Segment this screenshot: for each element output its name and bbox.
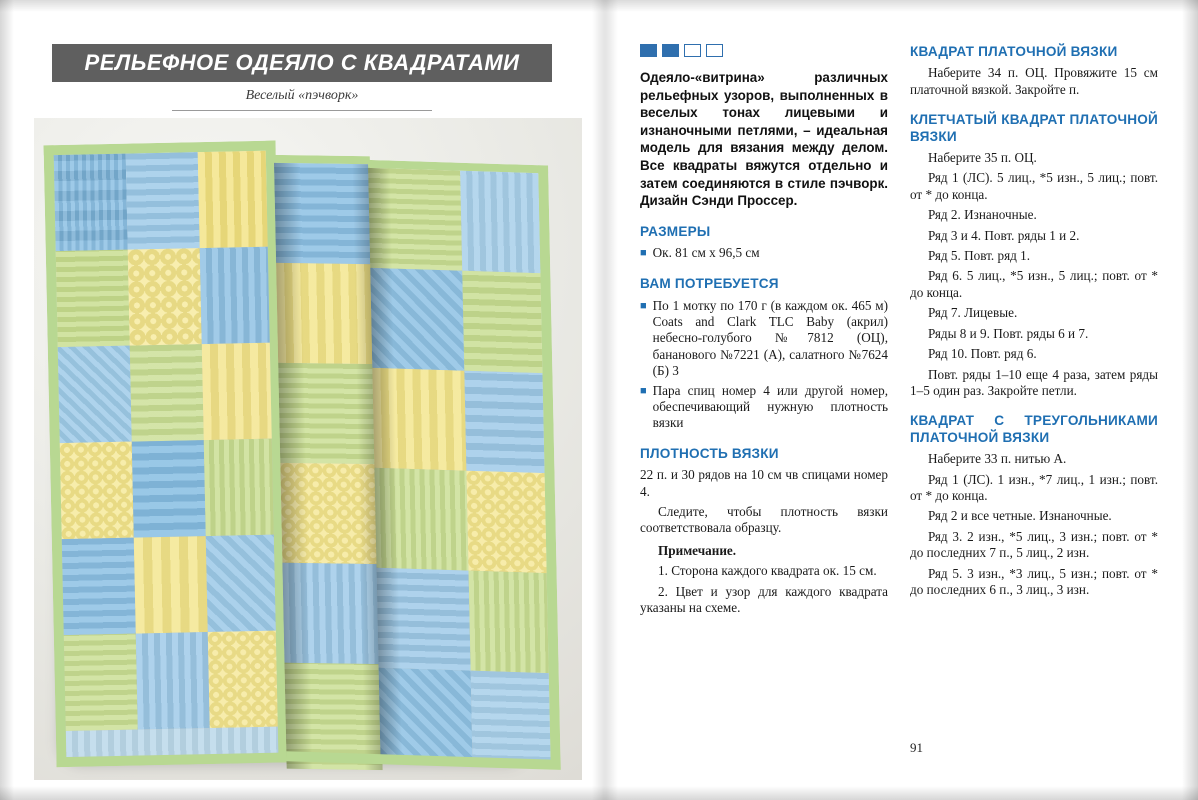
page-edge-right [1182, 0, 1198, 800]
materials-item-1: По 1 мотку по 170 г (в каждом ок. 465 м) Coats and Clark TLC Baby (акрил) небесно-голубого №7812 (ОЦ), бананового №7221 (А), салатного №7624 (Б) 3 [652, 297, 888, 379]
materials-bullet-1 [640, 298, 888, 380]
materials-item-2: Пара спиц номер 4 или другой номер, обеспечивающий нужную плотность вязки [652, 382, 888, 431]
spread-gutter [592, 0, 618, 800]
right-page [618, 14, 1184, 786]
checked-square-row-1: Ряд 1 (ЛС). 5 лиц., *5 изн., 5 лиц.; повт. от * до конца. [910, 170, 1158, 202]
checked-square-cast-on: Наберите 35 п. ОЦ. [928, 150, 1037, 166]
blanket-photo [34, 118, 582, 780]
page-title: РЕЛЬЕФНОЕ ОДЕЯЛО С КВАДРАТАМИ [84, 50, 520, 75]
triangles-square-row-2: Ряд 2 и все четные. Изнаночные. [928, 508, 1112, 524]
heading-checked-square: КЛЕТЧАТЫЙ КВАДРАТ ПЛАТОЧНОЙ ВЯЗКИ [910, 112, 1158, 144]
left-page [22, 14, 592, 786]
heading-triangles-square: КВАДРАТ С ТРЕУГОЛЬНИКАМИ ПЛАТОЧНОЙ ВЯЗКИ [910, 413, 1158, 445]
gauge-paragraph-1: 22 п. и 30 рядов на 10 см чв спицами номер 4. [640, 467, 888, 499]
page-number: 91 [910, 740, 923, 755]
garter-square-text: Наберите 34 п. ОЦ. Провяжите 15 см платочной вязкой. Закройте п. [910, 65, 1158, 97]
heading-gauge: ПЛОТНОСТЬ ВЯЗКИ [640, 445, 779, 461]
difficulty-dot-2 [662, 44, 679, 57]
checked-square-row-2: Ряд 2. Изнаночные. [928, 207, 1037, 223]
triangles-square-cast-on: Наберите 33 п. нитью А. [928, 451, 1067, 467]
blanket-panel-fold [274, 155, 383, 770]
bullet-square-icon: ■ [640, 384, 647, 397]
heading-sizes: РАЗМЕРЫ [640, 223, 711, 239]
bullet-square-icon: ■ [640, 299, 647, 312]
bullet-square-icon: ■ [640, 247, 647, 260]
materials-bullet-2 [640, 383, 888, 432]
checked-square-row-8: Ряд 10. Повт. ряд 6. [928, 346, 1037, 362]
gauge-note-heading: Примечание. [658, 542, 737, 558]
intro-paragraph: Одеяло-«витрина» различных рельефных узоров, выполненных в веселых тонах лицевыми и изнаночными петлями, – идеальная модель для вязания между делом. Все квадраты вяжутся отдельно и затем соединяются в стиле пэчворк. Дизайн Сэнди Проссер. [640, 70, 888, 209]
page-edge-bottom [0, 786, 1198, 800]
page-edge-left [0, 0, 14, 800]
heading-garter-square: КВАДРАТ ПЛАТОЧНОЙ ВЯЗКИ [910, 44, 1118, 59]
difficulty-indicator [640, 44, 888, 57]
difficulty-dot-4 [706, 44, 723, 57]
difficulty-dot-3 [684, 44, 701, 57]
triangles-square-row-3: Ряд 3. 2 изн., *5 лиц., 3 изн.; повт. от * до последних 7 п., 5 лиц., 2 изн. [910, 528, 1158, 561]
triangles-square-row-4: Ряд 5. 3 изн., *3 лиц., 5 изн.; повт. от * до последних 6 п., 3 лиц., 3 изн. [910, 565, 1158, 597]
page-edge-top [0, 0, 1198, 12]
text-column-left [640, 44, 888, 620]
checked-square-row-4: Ряд 5. Повт. ряд 1. [928, 248, 1031, 264]
difficulty-dot-1 [640, 44, 657, 57]
subtitle-rule [172, 110, 432, 111]
sizes-bullet [640, 245, 888, 262]
blanket [37, 121, 570, 780]
checked-square-row-5: Ряд 6. 5 лиц., *5 изн., 5 лиц.; повт. от * до конца. [910, 268, 1158, 300]
checked-square-tail: Повт. ряды 1–10 еще 4 раза, затем ряды 1–5 один раз. Закройте петли. [910, 366, 1158, 398]
gauge-note-2: 2. Цвет и узор для каждого квадрата указаны на схеме. [640, 583, 888, 616]
checked-square-row-6: Ряд 7. Лицевые. [928, 305, 1018, 321]
sizes-value: Ок. 81 см х 96,5 см [652, 245, 760, 261]
gauge-note-1: 1. Сторона каждого квадрата ок. 15 см. [658, 563, 877, 579]
heading-materials: ВАМ ПОТРЕБУЕТСЯ [640, 276, 779, 292]
gauge-paragraph-2: Следите, чтобы плотность вязки соответствовала образцу. [640, 504, 888, 536]
page-title-band [52, 44, 552, 82]
blanket-panel-right [368, 160, 561, 770]
blanket-panel-left [44, 141, 289, 768]
checked-square-row-7: Ряды 8 и 9. Повт. ряды 6 и 7. [928, 325, 1089, 341]
checked-square-row-3: Ряд 3 и 4. Повт. ряды 1 и 2. [928, 227, 1080, 243]
triangles-square-row-1: Ряд 1 (ЛС). 1 изн., *7 лиц., 1 изн.; повт. от * до конца. [910, 471, 1158, 503]
text-column-right [910, 44, 1158, 602]
page-subtitle: Веселый «пэчворк» [245, 88, 359, 103]
